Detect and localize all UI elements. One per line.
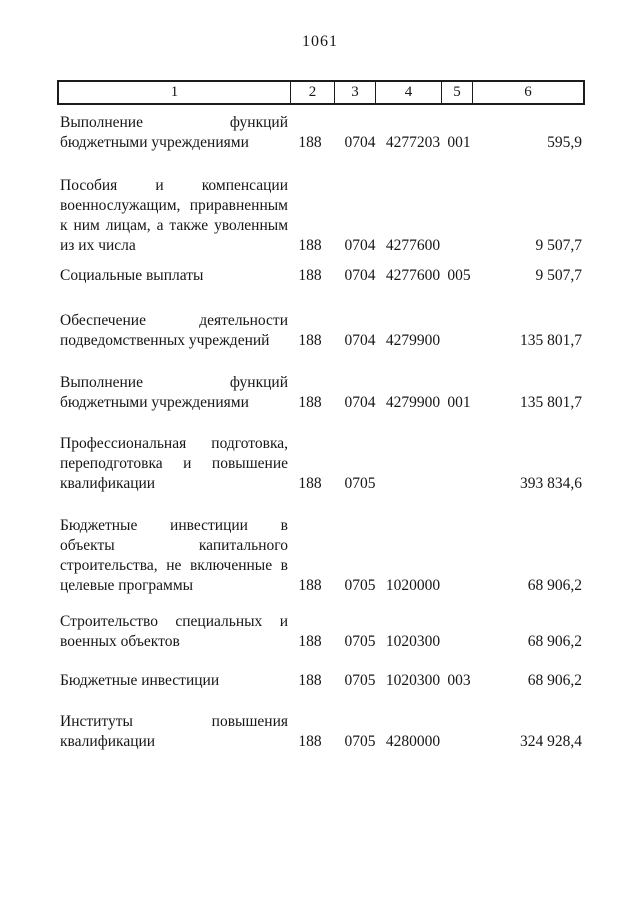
item-name-cell (58, 311, 288, 351)
item-name-line: строительства, не включенные в (60, 557, 288, 574)
cell-col4: 4279900 (385, 332, 441, 349)
cell-col3: 0704 (344, 134, 376, 151)
cell-col3: 0705 (344, 672, 376, 689)
item-name-line: квалификации (60, 475, 156, 492)
item-name-cell (58, 612, 288, 652)
cell-col2: 188 (298, 394, 322, 411)
item-name-cell (58, 266, 288, 286)
cell-col3: 0704 (344, 237, 376, 254)
table-row (58, 516, 584, 596)
item-name-line: Строительство специальных и (60, 613, 288, 630)
cell-col3: 0704 (344, 267, 376, 284)
budget-table-body (58, 104, 584, 752)
item-name-line: бюджетными учреждениями (60, 134, 249, 151)
amount-cell: 393 834,6 (520, 475, 582, 492)
cell-col2: 188 (298, 733, 322, 750)
item-name-line: целевые программы (60, 577, 194, 594)
cell-col2: 188 (298, 633, 322, 650)
item-name-cell (58, 671, 288, 691)
cell-col3: 0705 (344, 633, 376, 650)
header-cell-2: 2 (290, 82, 334, 103)
table-row (58, 266, 584, 286)
cell-col4: 4277600 (385, 267, 441, 284)
cell-col3: 0705 (344, 577, 376, 594)
cell-col4: 4277203 (385, 134, 441, 151)
item-name-cell (58, 113, 288, 153)
cell-col2: 188 (298, 267, 322, 284)
cell-col4: 4279900 (385, 394, 441, 411)
item-name-line: военных объектов (60, 633, 180, 650)
budget-table-header-row (57, 80, 585, 105)
item-name-line: подведомственных учреждений (60, 332, 270, 349)
item-name-line: Социальные выплаты (60, 267, 204, 284)
cell-col4: 1020300 (385, 633, 441, 650)
cell-col4: 4277600 (385, 237, 441, 254)
cell-col5: 005 (447, 267, 471, 284)
table-row (58, 176, 584, 256)
amount-cell: 9 507,7 (535, 267, 582, 284)
header-cell-5: 5 (441, 82, 472, 103)
item-name-line: Пособия и компенсации (60, 177, 288, 194)
amount-cell: 135 801,7 (520, 332, 582, 349)
item-name-cell (58, 434, 288, 494)
cell-col2: 188 (298, 134, 322, 151)
amount-cell: 595,9 (547, 134, 582, 151)
item-name-line: из их числа (60, 237, 136, 254)
item-name-line: Институты повышения (60, 713, 288, 730)
item-name-line: бюджетными учреждениями (60, 394, 249, 411)
header-cell-3: 3 (334, 82, 375, 103)
item-name-line: военнослужащим, приравненным (60, 197, 288, 214)
item-name-cell (58, 373, 288, 413)
cell-col3: 0704 (344, 394, 376, 411)
cell-col5: 001 (447, 394, 471, 411)
page-number: 1061 (302, 33, 338, 50)
header-cell-1: 1 (170, 84, 179, 100)
item-name-line: Профессиональная подготовка, (60, 435, 288, 452)
amount-cell: 68 906,2 (527, 672, 582, 689)
amount-cell: 68 906,2 (527, 633, 582, 650)
item-name-cell (58, 516, 288, 596)
item-name-line: Бюджетные инвестиции (60, 672, 220, 689)
cell-col5: 001 (447, 134, 471, 151)
table-row (58, 671, 584, 691)
item-name-line: Выполнение функций (60, 114, 288, 131)
table-row (58, 113, 584, 153)
item-name-line: квалификации (60, 733, 156, 750)
cell-col2: 188 (298, 475, 322, 492)
header-cell-6: 6 (472, 82, 583, 103)
cell-col2: 188 (298, 672, 322, 689)
item-name-line: Выполнение функций (60, 374, 288, 391)
item-name-cell (58, 712, 288, 752)
cell-col4: 4280000 (385, 733, 441, 750)
table-row (58, 712, 584, 752)
header-cell-4: 4 (375, 82, 441, 103)
cell-col3: 0705 (344, 475, 376, 492)
cell-col4: 1020300 (385, 672, 441, 689)
cell-col2: 188 (298, 577, 322, 594)
item-name-line: Обеспечение деятельности (60, 312, 288, 329)
table-row (58, 434, 584, 494)
cell-col3: 0705 (344, 733, 376, 750)
table-row (58, 373, 584, 413)
cell-col2: 188 (298, 237, 322, 254)
amount-cell: 324 928,4 (520, 733, 582, 750)
amount-cell: 9 507,7 (535, 237, 582, 254)
amount-cell: 68 906,2 (527, 577, 582, 594)
cell-col2: 188 (298, 332, 322, 349)
cell-col5: 003 (447, 672, 471, 689)
item-name-cell (58, 176, 288, 256)
table-row (58, 612, 584, 652)
item-name-line: переподготовка и повышение (60, 455, 288, 472)
amount-cell: 135 801,7 (520, 394, 582, 411)
cell-col4: 1020000 (385, 577, 441, 594)
cell-col3: 0704 (344, 332, 376, 349)
item-name-line: к ним лицам, а также уволенным (60, 217, 288, 234)
item-name-line: Бюджетные инвестиции в (60, 517, 288, 534)
table-row (58, 311, 584, 351)
item-name-line: объекты капитального (60, 537, 288, 554)
